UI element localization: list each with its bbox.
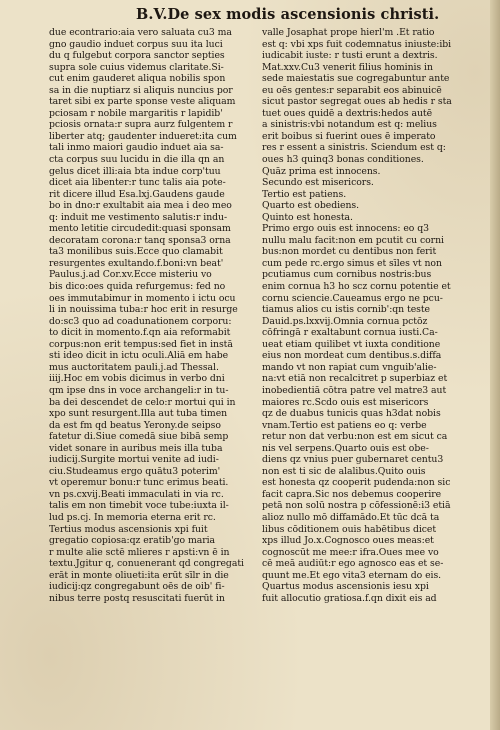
text-line: iudicij.Surgite mortui venite ad iudi- [49, 454, 219, 466]
text-line: eu oēs gentes:r separabit eos abinuicē [262, 84, 442, 96]
text-line: Secundo est misericors. [262, 177, 374, 189]
text-line: oues h3 quinq3 bonas conditiones. [262, 154, 424, 166]
text-line: qm ipse dns in voce archangeli:r in tu- [49, 384, 229, 396]
text-line: cornu sciencie.Caueamus ergo ne pcu- [262, 292, 443, 304]
text-line: res r essent a sinistris. Sciendum est q: [262, 142, 446, 154]
text-line: ueat etiam quilibet vt iuxta conditione [262, 338, 441, 350]
text-line: erāt in monte oliueti:ita erūt sīlr in die [49, 569, 229, 581]
text-line: supra sole cuius videmus claritate.Si- [49, 61, 224, 73]
text-line: est honesta qz cooperit pudenda:non sic [262, 477, 451, 489]
text-line: bis dico:oes quida refurgemus: fed no [49, 281, 226, 293]
text-line: a sinistris:vbi notandum est q: melius [262, 119, 437, 131]
text-line: gno gaudio induet corpus suu ita luci [49, 38, 223, 50]
text-line: Quāz prima est innocens. [262, 165, 381, 177]
text-line: oes immutabimur in momento i ictu ocu [49, 292, 236, 304]
text-line: tiamus alios cu istis cornib':qn teste [262, 304, 431, 316]
text-line: nibus terre postq resuscitati fuerūt in [49, 592, 225, 604]
text-line: gregatio copiosa:qz eratib'go maria [49, 535, 216, 547]
text-line: mento letitie circudedit:quasi sponsam [49, 223, 231, 235]
text-line: resurgentes exultando.f.boni:vn beat' [49, 257, 224, 269]
text-line: mus auctoritatem pauli.j.ad Thessal. [49, 361, 219, 373]
text-line: enim cornua h3 ho scz cornu potentie et [262, 281, 451, 293]
text-line: est q: vbi xps fuit codemnatus iniuste:ibi [262, 38, 452, 50]
text-line: pciosis ornata:r supra aurz fulgentem r [49, 119, 233, 131]
text-line: taret sibi ex parte sponse veste aliquam [49, 96, 236, 108]
text-line: erit boibus si fuerint oues ē imperato [262, 130, 436, 142]
text-line: rit dicere illud Esa.lxj.Gaudens gaude [49, 188, 225, 200]
text-line: li in nouissima tuba:r hoc erit in resurge [49, 304, 238, 316]
text-line: fuit allocutio gratiosa.f.qn dixit eis ad [262, 592, 437, 604]
text-line: Primo ergo ouis est innocens: eo q3 [262, 223, 430, 235]
text-line: du q fulgebut corpora sanctor septies [49, 50, 225, 62]
text-line: vn ps.cxvij.Beati immaculati in via rc. [49, 488, 224, 500]
text-line: cōfringā r exaltabunt cornua iusti.Ca- [262, 327, 438, 339]
text-line: Mat.xxv.Cu3 venerit filius hominis in [262, 61, 433, 73]
text-line: alioz nullo mō diffamādo.Et tūc dcā ta [262, 511, 440, 523]
text-line: decoratam corona:r tanq sponsa3 orna [49, 234, 231, 246]
text-line: sa in die nuptiarz si aliquis nuncius por [49, 84, 233, 96]
text-line: maiores rc.Scdo ouis est misericors [262, 396, 429, 408]
text-line: pciosam r nobile margaritis r lapidib' [49, 107, 223, 119]
text-line: do:sc3 quo ad coadunationem corporu: [49, 315, 232, 327]
text-line: r multe alie sctē mlieres r apsti:vn ē in [49, 546, 230, 558]
text-line: Dauid.ps.lxxvij.Omnia cornua pctōz [262, 315, 428, 327]
text-line: to dicit in momento.f.qn aia reformabit [49, 327, 231, 339]
text-line: cognoscūt me mee:r ifra.Oues mee vo [262, 546, 439, 558]
text-line: cta corpus suu lucidu in die illa qn an [49, 154, 225, 166]
text-line: iudicij:qz congregabunt oēs de oib' fi- [49, 581, 225, 593]
text-line: liberter atq; gaudenter indueret:ita cum [49, 130, 237, 142]
text-line: cē meā audiūt:r ego agnosco eas et se- [262, 558, 444, 570]
text-line: facit capra.Sic nos debemus cooperire [262, 488, 442, 500]
text-line: bo in dno:r exultabit aia mea i deo meo [49, 200, 232, 212]
text-line: bus:non mordet cu dentibus non ferit [262, 246, 437, 258]
text-line: vt operemur bonu:r tunc erimus beati. [49, 477, 229, 489]
text-line: na:vt etiā non recalcitret p superbiaz et [262, 373, 448, 385]
text-line: Quartus modus ascensionis iesu xpi [262, 581, 429, 593]
text-line: nullu malu facit:non em pcutit cu corni [262, 234, 444, 246]
text-line: due econtrario:aia vero saluata cu3 ma [49, 27, 232, 38]
text-line: Quarto est obediens. [262, 200, 360, 212]
text-line: Tertius modus ascensionis xpi fuit [49, 523, 208, 535]
text-line: petā non solū nostra p cōfessionē:i3 etiā [262, 500, 451, 512]
text-line: mando vt non rapiat cum vnguib'alie- [262, 361, 437, 373]
text-line: eius non mordeat cum dentibus.s.diffa [262, 350, 442, 362]
text-line: Paulus.j.ad Cor.xv.Ecce misteriu vo [49, 269, 212, 281]
text-line: Tertio est patiens. [262, 188, 347, 200]
text-line: corpus:non erit tempus:sed fiet in instā [49, 338, 233, 350]
text-line: Quinto est honesta. [262, 211, 353, 223]
text-line: sede maiestatis sue cogregabuntur ante [262, 73, 450, 85]
page-gutter-edge [490, 0, 500, 730]
text-line: cum pede rc.ergo simus et sīles vt non [262, 257, 442, 269]
text-line: da est fm qd beatus Yerony.de seipso [49, 419, 221, 431]
text-line: ciu.Studeamus ergo quātu3 poterim' [49, 465, 221, 477]
text-line: ta3 monilibus suis.Ecce quo clamabit [49, 246, 223, 258]
text-line: retur non dat verbu:non est em sicut ca [262, 431, 448, 443]
left-text-column [49, 27, 244, 604]
text-line: fatetur di.Siue comedā siue bibā semp [49, 431, 229, 443]
text-line: xps illud Jo.x.Cognosco oues meas:et [262, 535, 434, 547]
text-line: nis vel serpens.Quarto ouis est obe- [262, 442, 429, 454]
text-line: libus cōditionem ouis habētibus dicet [262, 523, 437, 535]
text-line: q: induit me vestimento salutis:r indu- [49, 211, 228, 223]
right-text-column [262, 27, 492, 604]
text-line: tali inmo maiori gaudio induet aia sa- [49, 142, 224, 154]
text-line: gelus dicet illi:aia bta indue corp'tuu [49, 165, 221, 177]
text-line: xpo sunt resurgent.Illa aut tuba timen [49, 408, 228, 420]
text-line: sicut pastor segregat oues ab hedis r sta [262, 96, 452, 108]
text-line: textu.Jgitur q, conuenerant qd congregati [49, 558, 244, 570]
text-line: videt sonare in auribus meis illa tuba [49, 442, 223, 454]
text-line: dicet aia libenter:r tunc talis aia pote- [49, 177, 226, 189]
text-line: iudicabit iuste: r tusti erunt a dextris. [262, 50, 438, 62]
text-line: sti ideo dicit in ictu oculi.Aliā em habe [49, 350, 229, 362]
text-line: tuet oues quidē a dextris:hedos autē [262, 107, 433, 119]
text-line: non est ti sic de alalibus.Quito ouis [262, 465, 426, 477]
running-header: B.V.De sex modis ascensionis christi. [136, 6, 440, 23]
text-line: ba dei descendet de celo:r mortui qui in [49, 396, 236, 408]
text-line: talis em non timebit voce tube:iuxta il- [49, 500, 229, 512]
text-line: pcutiamus cum cornibus nostris:bus [262, 269, 432, 281]
text-line: diens qz vnius puer gubernaret centu3 [262, 454, 444, 466]
text-line: iiij.Hoc em vobis dicimus in verbo dni [49, 373, 225, 385]
text-line: lud ps.cj. In memoria eterna erit rc. [49, 511, 216, 523]
text-line: cut enim gauderet aliqua nobilis spon [49, 73, 226, 85]
text-line: qz de duabus tunicis quas h3dat nobis [262, 408, 441, 420]
text-line: quunt me.Et ego vita3 eternam do eis. [262, 569, 442, 581]
text-line: vnam.Tertio est patiens eo q: verbe [262, 419, 427, 431]
text-line: inobedientiā cōtra patre vel matre3 aut [262, 384, 447, 396]
text-line: valle Josaphat prope hierl'm .Et ratio [262, 27, 435, 38]
